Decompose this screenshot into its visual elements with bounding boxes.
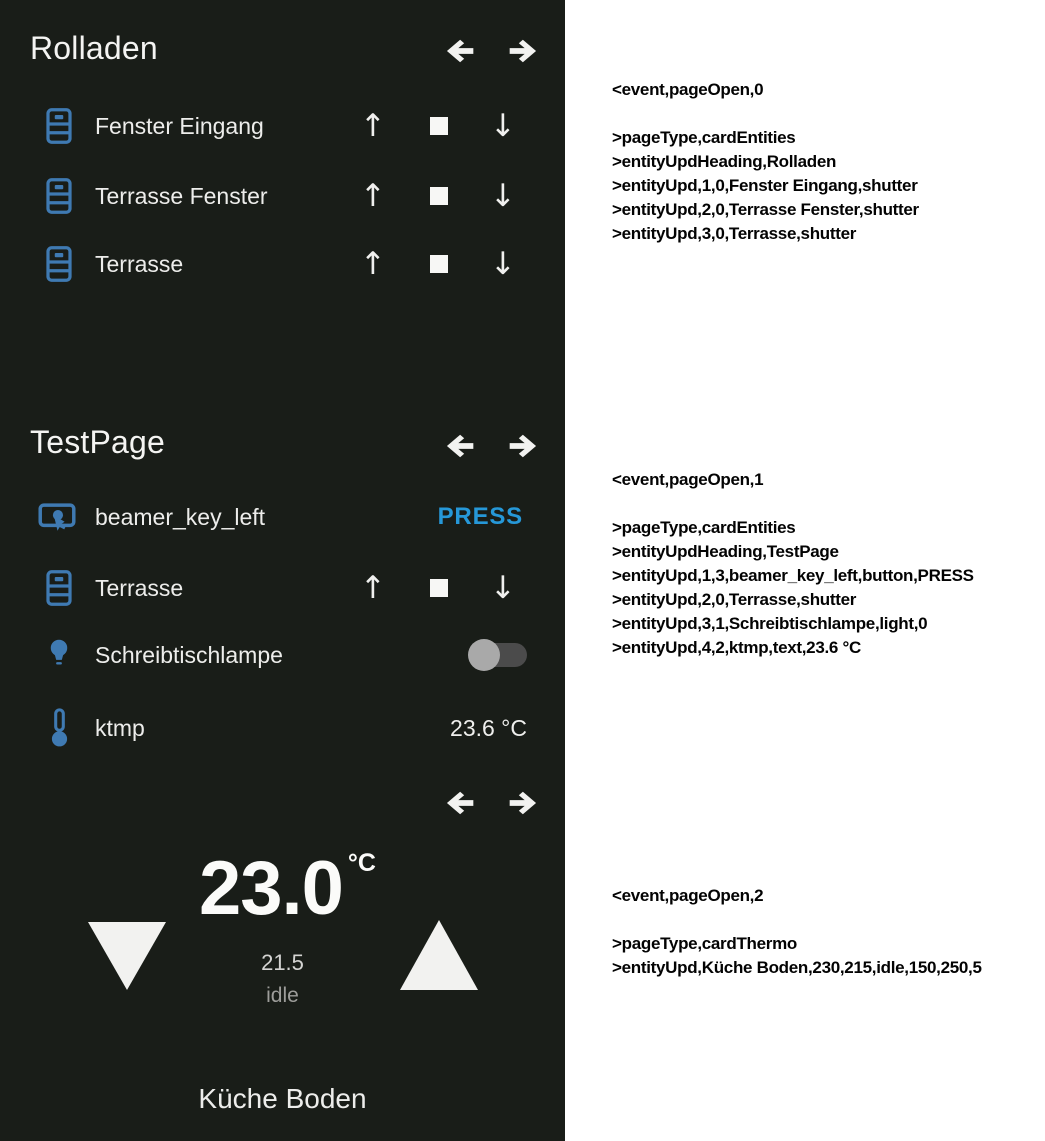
log-line: >entityUpd,3,1,Schreibtischlampe,light,0 (612, 614, 928, 633)
nav-next-button[interactable] (503, 429, 543, 463)
arrow-left-bold-icon (440, 786, 480, 820)
thermostat-title: Küche Boden (198, 1083, 367, 1114)
entity-name: Fenster Eingang (95, 113, 264, 139)
temperature-value: 23.0 (199, 846, 343, 931)
current-temperature (0, 845, 575, 932)
entity-row-terrasse-fenster (0, 174, 565, 218)
shutter-up-button[interactable]: ↑ (360, 570, 386, 606)
shutter-stop-button[interactable] (430, 255, 448, 273)
nav-prev-button[interactable] (440, 429, 480, 463)
log-line: >entityUpd,1,0,Fenster Eingang,shutter (612, 176, 918, 195)
window-shutter-icon (44, 106, 74, 151)
shutter-down-button[interactable]: ↓ (490, 178, 516, 214)
shutter-up-button[interactable]: ↑ (360, 108, 386, 144)
entity-row-beamer-key-left (0, 495, 565, 539)
log-line: >entityUpd,3,0,Terrasse,shutter (612, 224, 857, 243)
shutter-down-button[interactable]: ↓ (490, 108, 516, 144)
page-title: TestPage (30, 424, 166, 460)
sensor-value: 23.6 °C (450, 715, 527, 741)
entity-row-terrasse (0, 242, 565, 286)
log-line: >entityUpd,4,2,ktmp,text,23.6 °C (612, 638, 861, 657)
entity-name: Terrasse (95, 575, 184, 601)
serial-log-block-page0 (612, 78, 919, 246)
log-line: >entityUpdHeading,Rolladen (612, 152, 837, 171)
entity-row-schreibtischlampe (0, 633, 565, 677)
log-line: <event,pageOpen,2 (612, 886, 764, 905)
shutter-down-button[interactable]: ↓ (490, 246, 516, 282)
arrow-right-bold-icon (503, 429, 543, 463)
log-line: >entityUpdHeading,TestPage (612, 542, 839, 561)
log-line: >entityUpd,2,0,Terrasse Fenster,shutter (612, 200, 919, 219)
window-shutter-icon (44, 176, 74, 221)
entity-row-terrasse (0, 566, 565, 610)
setpoint-value: 21.5 (261, 950, 304, 975)
log-line: >pageType,cardEntities (612, 518, 796, 537)
log-line: >pageType,cardEntities (612, 128, 796, 147)
shutter-stop-button[interactable] (430, 117, 448, 135)
hvac-state: idle (266, 984, 299, 1007)
nav-prev-button[interactable] (440, 34, 480, 68)
page-title: Rolladen (30, 30, 158, 66)
shutter-stop-button[interactable] (430, 579, 448, 597)
nav-next-button[interactable] (503, 34, 543, 68)
entity-name: Schreibtischlampe (95, 642, 283, 668)
gesture-tap-button-icon (38, 500, 76, 539)
arrow-left-bold-icon (440, 429, 480, 463)
entity-name: ktmp (95, 715, 145, 741)
log-line: >pageType,cardThermo (612, 934, 797, 953)
arrow-right-bold-icon (503, 34, 543, 68)
window-shutter-icon (44, 568, 74, 613)
entity-row-ktmp (0, 706, 565, 750)
shutter-up-button[interactable]: ↑ (360, 246, 386, 282)
shutter-down-button[interactable]: ↓ (490, 570, 516, 606)
log-line: <event,pageOpen,0 (612, 80, 764, 99)
log-line: >entityUpd,Küche Boden,230,215,idle,150,250,5 (612, 958, 982, 977)
log-line (612, 908, 982, 932)
nav-prev-button[interactable] (440, 786, 480, 820)
entity-row-fenster-eingang (0, 104, 565, 148)
shutter-stop-button[interactable] (430, 187, 448, 205)
thermometer-icon (50, 707, 69, 754)
log-line: <event,pageOpen,1 (612, 470, 764, 489)
log-line (612, 492, 974, 516)
entity-name: Terrasse Fenster (95, 183, 268, 209)
window-shutter-icon (44, 244, 74, 289)
arrow-left-bold-icon (440, 34, 480, 68)
log-line: >entityUpd,2,0,Terrasse,shutter (612, 590, 857, 609)
press-button[interactable]: PRESS (437, 503, 523, 530)
log-line: >entityUpd,1,3,beamer_key_left,button,PRESS (612, 566, 974, 585)
lightbulb-icon (46, 637, 72, 678)
serial-log-block-page2 (612, 884, 982, 980)
nav-next-button[interactable] (503, 786, 543, 820)
entity-name: Terrasse (95, 251, 184, 277)
shutter-up-button[interactable]: ↑ (360, 178, 386, 214)
temperature-unit: °C (347, 849, 376, 877)
log-line (612, 102, 919, 126)
entity-name: beamer_key_left (95, 504, 266, 530)
toggle-knob (468, 639, 500, 671)
light-toggle-switch[interactable] (471, 643, 527, 667)
arrow-right-bold-icon (503, 786, 543, 820)
serial-log-block-page1 (612, 468, 974, 660)
